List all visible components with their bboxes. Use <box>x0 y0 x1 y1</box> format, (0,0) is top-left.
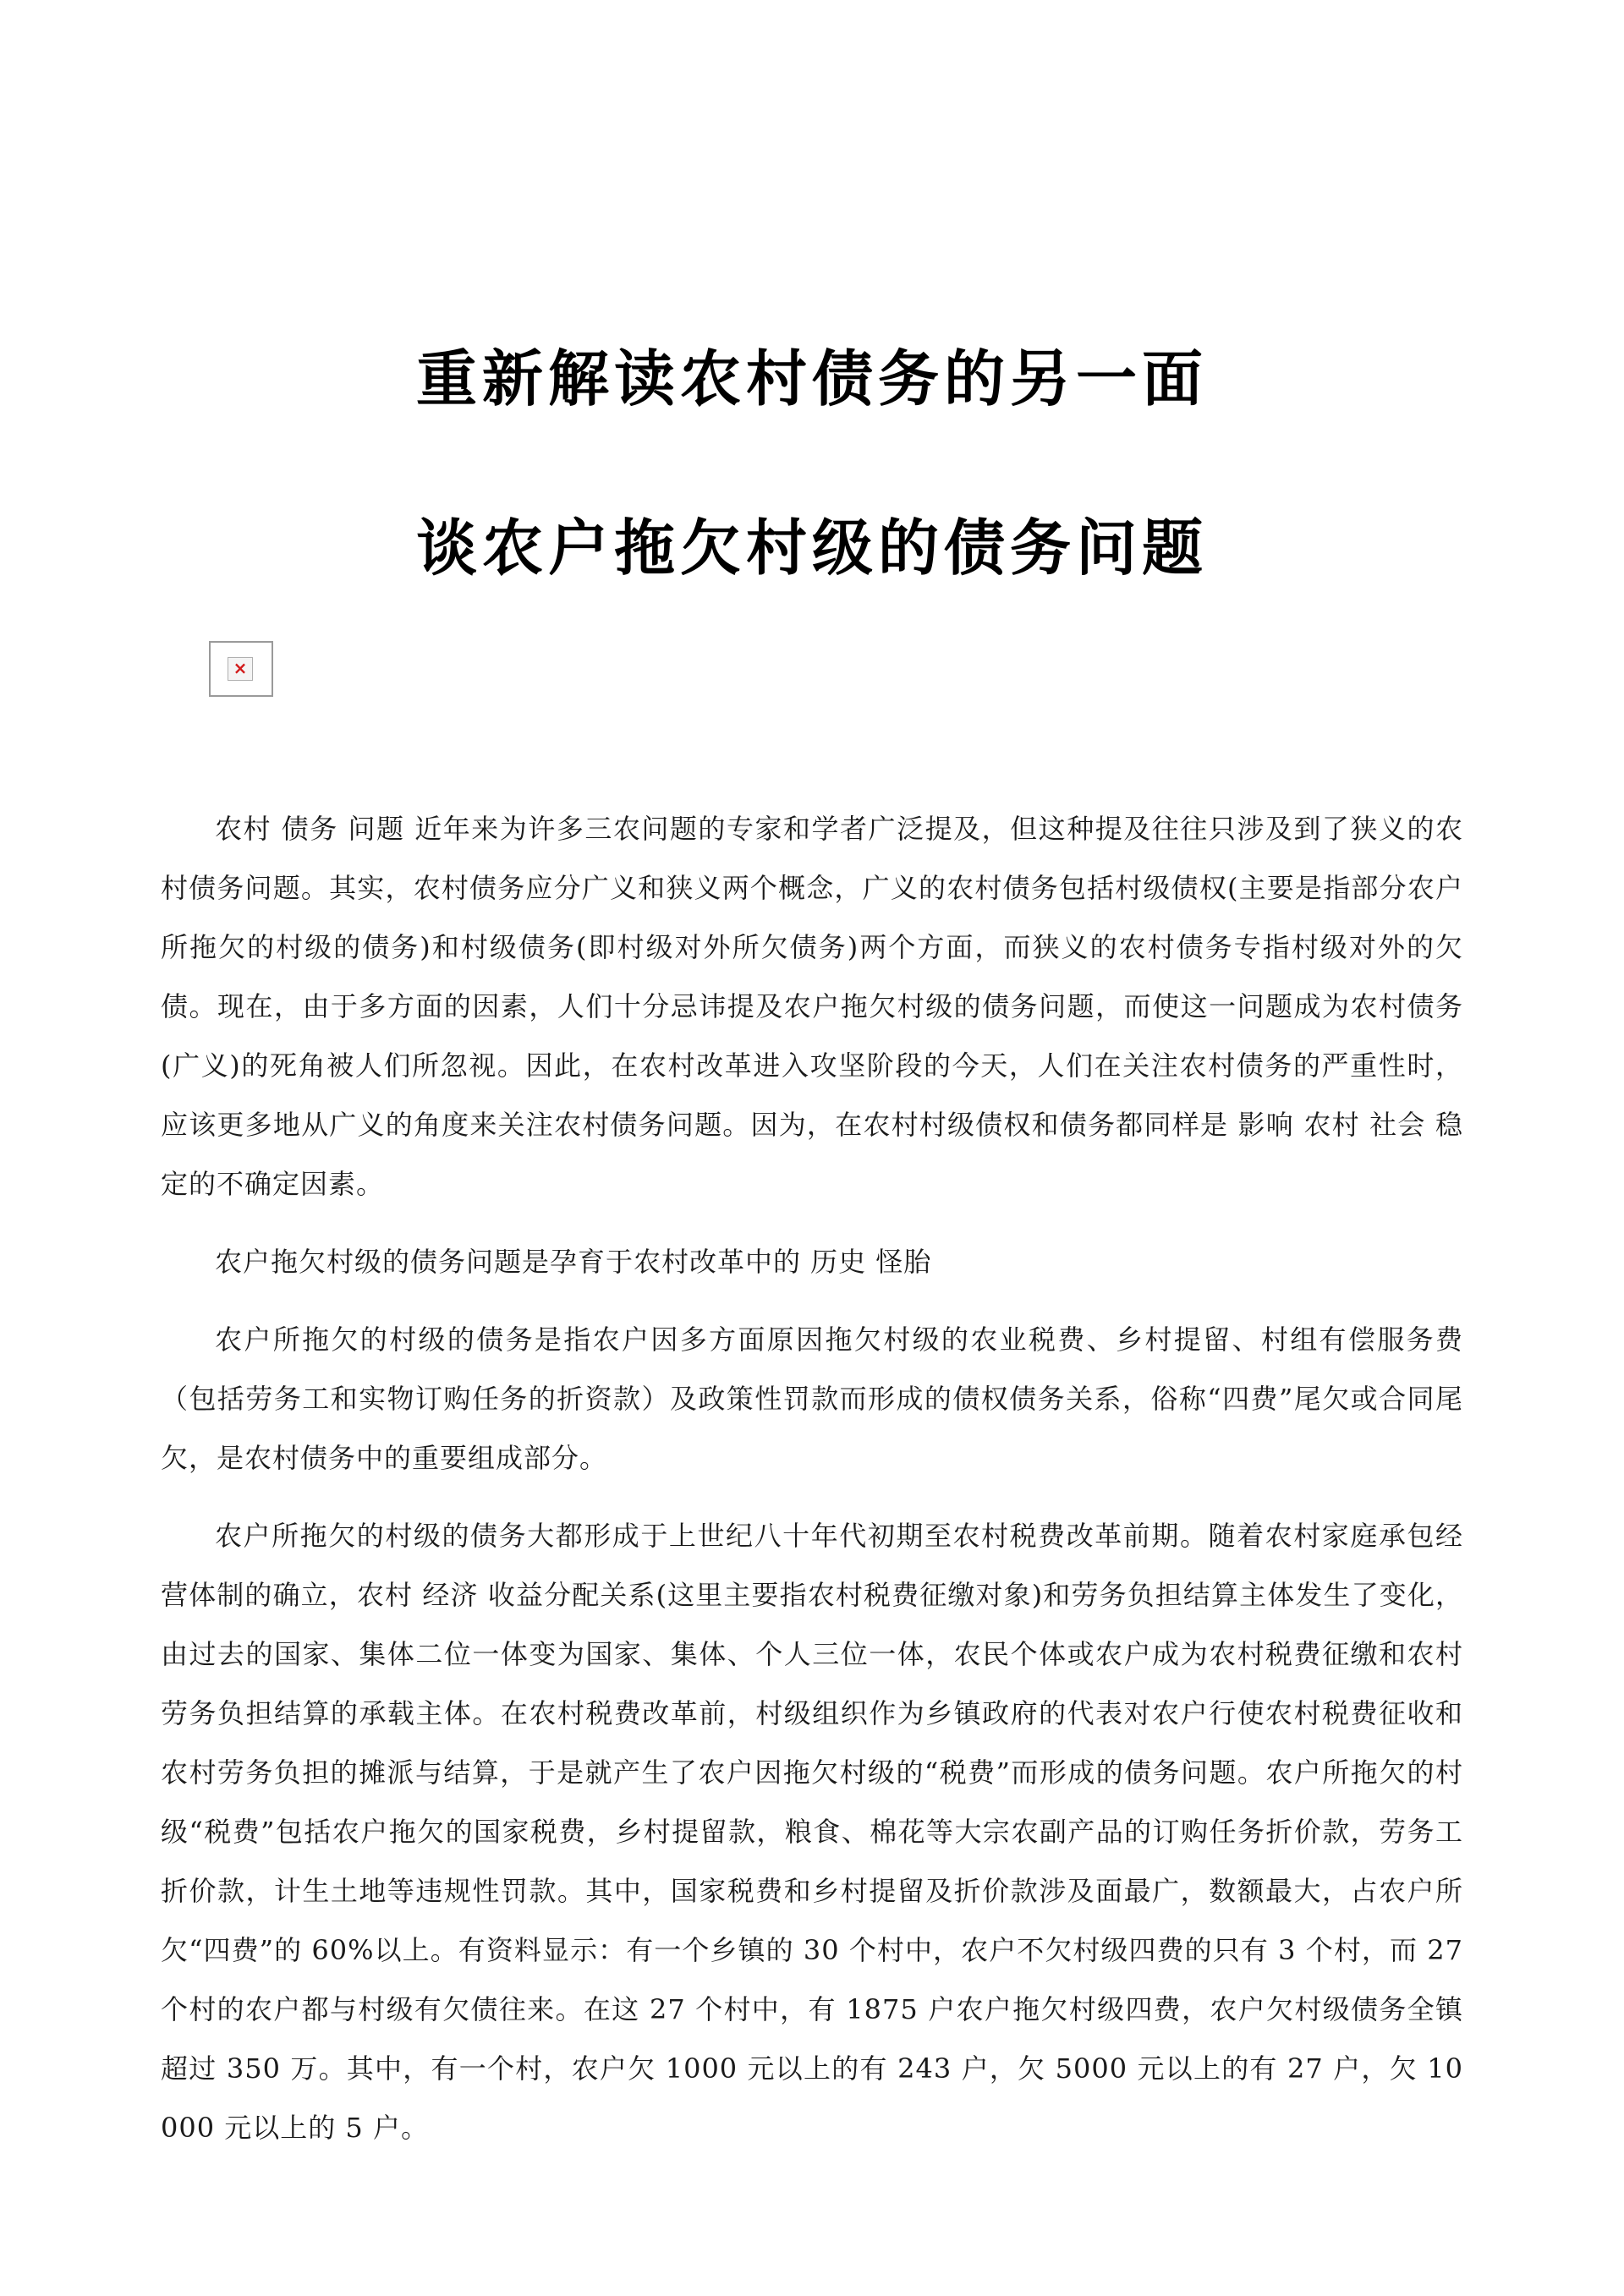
paragraph-intro: 农村 债务 问题 近年来为许多三农问题的专家和学者广泛提及，但这种提及往往只涉及到了狭义的农村债务问题。其实，农村债务应分广义和狭义两个概念，广义的农村债务包括村级债权(主要是指部分农户所拖欠的村级的债务)和村级债务(即村级对外所欠债务)两个方面，而狭义的农村债务专指村级对外的欠债。现在，由于多方面的因素，人们十分忌讳提及农户拖欠村级的债务问题，而使这一问题成为农村债务(广义)的死角被人们所忽视。因此，在农村改革进入攻坚阶段的今天，人们在关注农村债务的严重性时，应该更多地从广义的角度来关注农村债务问题。因为，在农村村级债权和债务都同样是 影响 农村 社会 稳定的不确定因素。 <box>161 813 1463 1200</box>
image-error-icon: × <box>228 657 253 681</box>
broken-image-icon <box>209 641 273 697</box>
document-subtitle: 谈农户拖欠村级的债务问题 <box>415 512 1208 584</box>
document-title: 重新解读农村债务的另一面 <box>415 343 1208 414</box>
paragraph-heading: 农户拖欠村级的债务问题是孕育于农村改革中的 历史 怪胎 <box>215 1246 932 1278</box>
paragraph-history: 农户所拖欠的村级的债务大都形成于上世纪八十年代初期至农村税费改革前期。随着农村家庭承包经营体制的确立，农村 经济 收益分配关系(这里主要指农村税费征缴对象)和劳务负担结算主体发生了变化，由过去的国家、集体二位一体变为国家、集体、个人三位一体，农民个体或农户成为农村税费征缴和农村劳务负担结算的承载主体。在农村税费改革前，村级组织作为乡镇政府的代表对农户行使农村税费征收和农村劳务负担的摊派与结算，于是就产生了农户因拖欠村级的“税费”而形成的债务问题。农户所拖欠的村级“税费”包括农户拖欠的国家税费，乡村提留款，粮食、棉花等大宗农副产品的订购任务折价款，劳务工折价款，计生土地等违规性罚款。其中，国家税费和乡村提留及折价款涉及面最广，数额最大，占农户所欠“四费”的 60%以上。有资料显示：有一个乡镇的 30 个村中，农户不欠村级四费的只有 3 个村，而 27 个村的农户都与村级有欠债往来。在这 27 个村中，有 1875 户农户拖欠村级四费，农户欠村级债务全镇超过 350 万。其中，有一个村，农户欠 1000 元以上的有 243 户，欠 5000 元以上的有 27 户，欠 10000 元以上的 5 户。 <box>161 1520 1463 2144</box>
article-body <box>161 799 1463 2176</box>
paragraph-definition: 农户所拖欠的村级的债务是指农户因多方面原因拖欠村级的农业税费、乡村提留、村组有偿服务费（包括劳务工和实物订购任务的折资款）及政策性罚款而形成的债权债务关系，俗称“四费”尾欠或合同尾欠，是农村债务中的重要组成部分。 <box>161 1323 1463 1474</box>
